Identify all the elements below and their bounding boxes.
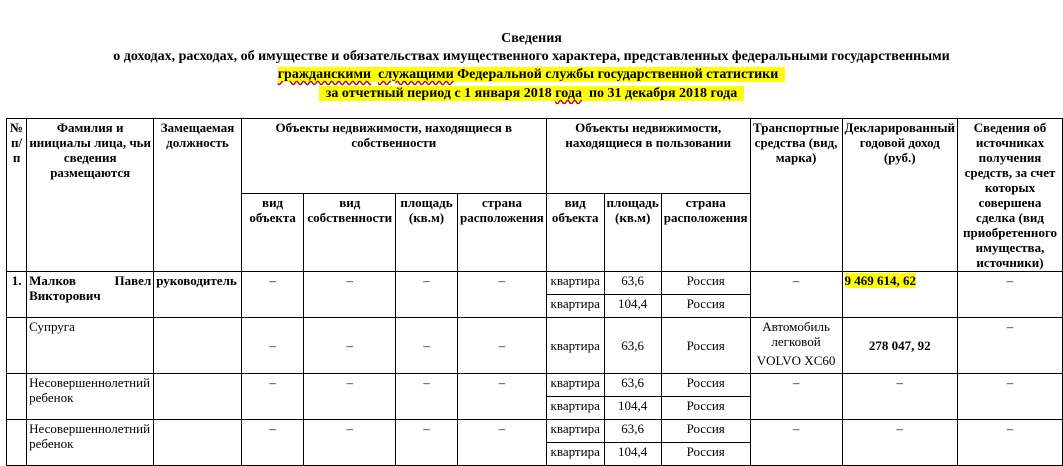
row-income: 278 047, 92	[842, 318, 957, 374]
row-owned-kind: –	[304, 318, 396, 374]
row-used-type: квартира	[546, 420, 604, 443]
row-num	[7, 318, 27, 374]
header-num: № п/п	[7, 119, 27, 272]
row-owned-kind: –	[304, 272, 396, 318]
row-used-country: Россия	[661, 318, 750, 374]
row-owned-country: –	[458, 420, 547, 466]
header-owned-country: страна расположения	[458, 194, 547, 272]
row-owned-kind: –	[304, 420, 396, 466]
row-transport-model: VOLVO XC60	[756, 353, 836, 368]
subtitle-word: гражданскими	[277, 67, 372, 82]
header-owned: Объекты недвижимости, находящиеся в собственности	[241, 119, 546, 194]
doc-period	[0, 85, 1063, 103]
row-used-type: квартира	[546, 272, 604, 295]
table-row	[7, 272, 1063, 295]
row-sources: –	[957, 420, 1062, 466]
row-used-type: квартира	[546, 397, 604, 420]
row-owned-type: –	[241, 374, 304, 420]
row-num: 1.	[7, 272, 27, 318]
row-used-area: 63,6	[604, 272, 661, 295]
header-used: Объекты недвижимости, находящиеся в пользовании	[546, 119, 750, 194]
row-used-country: Россия	[661, 397, 750, 420]
doc-subtitle: о доходах, расходах, об имуществе и обязательствах имущественного характера, представленных федеральными государственными	[113, 49, 950, 64]
row-used-area: 63,6	[604, 374, 661, 397]
header-sources: Сведения об источниках получения средств, за счет которых совершена сделка (вид приобретенного имущества, источники)	[957, 119, 1062, 272]
row-used-type: квартира	[546, 318, 604, 374]
row-owned-kind: –	[304, 374, 396, 420]
header-used-type: вид объекта	[546, 194, 604, 272]
row-used-area: 63,6	[604, 420, 661, 443]
row-sources: –	[957, 374, 1062, 420]
row-owned-type: –	[241, 318, 304, 374]
row-transport: –	[750, 374, 842, 420]
header-name: Фамилия и инициалы лица, чьи сведения размещаются	[27, 119, 154, 272]
row-transport-kind: Автомобиль легковой	[762, 319, 830, 349]
row-transport	[750, 318, 842, 374]
table-row	[7, 374, 1063, 397]
income-table	[6, 118, 1063, 466]
row-used-country: Россия	[661, 295, 750, 318]
row-used-area: 104,4	[604, 397, 661, 420]
row-sources: –	[957, 272, 1062, 318]
row-used-country: Россия	[661, 272, 750, 295]
doc-subtitle-line3	[0, 66, 1063, 84]
period-word: года	[555, 86, 582, 101]
period-text-end: по 31 декабря 2018 года	[588, 86, 738, 101]
row-owned-country: –	[458, 318, 547, 374]
row-used-area: 104,4	[604, 443, 661, 466]
row-transport: –	[750, 420, 842, 466]
row-owned-area: –	[395, 374, 457, 420]
header-owned-area: площадь (кв.м)	[395, 194, 457, 272]
row-income: 9 469 614, 62	[844, 273, 917, 288]
row-name: Несовершеннолетний ребенок	[27, 420, 154, 466]
row-transport: –	[750, 272, 842, 318]
row-num	[7, 420, 27, 466]
row-income: –	[842, 420, 957, 466]
header-used-country: страна расположения	[661, 194, 750, 272]
row-name: Супруга	[27, 318, 154, 374]
row-used-country: Россия	[661, 443, 750, 466]
row-used-area: 63,6	[604, 318, 661, 374]
period-text: за отчетный период с 1 января 2018	[325, 86, 552, 101]
row-income: –	[842, 374, 957, 420]
header-income: Декларированный годовой доход (руб.)	[842, 119, 957, 272]
row-owned-country: –	[458, 272, 547, 318]
header-owned-type: вид объекта	[241, 194, 304, 272]
header-owned-kind: вид собственности	[304, 194, 396, 272]
subtitle-text: Федеральной службы государственной статистики	[457, 67, 779, 82]
row-position	[154, 420, 241, 466]
row-owned-country: –	[458, 374, 547, 420]
header-used-area: площадь (кв.м)	[604, 194, 661, 272]
subtitle-word: служащими	[378, 67, 454, 82]
doc-title: Сведения	[501, 31, 562, 46]
row-owned-area: –	[395, 272, 457, 318]
row-used-type: квартира	[546, 374, 604, 397]
row-owned-area: –	[395, 420, 457, 466]
row-used-country: Россия	[661, 420, 750, 443]
row-sources: –	[957, 318, 1062, 374]
table-row	[7, 420, 1063, 443]
row-position	[154, 318, 241, 374]
header-position: Замещаемая должность	[154, 119, 241, 272]
row-used-area: 104,4	[604, 295, 661, 318]
row-used-type: квартира	[546, 295, 604, 318]
row-name: Несовершеннолетний ребенок	[27, 374, 154, 420]
row-used-type: квартира	[546, 443, 604, 466]
row-owned-type: –	[241, 420, 304, 466]
row-num	[7, 374, 27, 420]
row-used-country: Россия	[661, 374, 750, 397]
table-row	[7, 318, 1063, 374]
row-position	[154, 374, 241, 420]
row-owned-type: –	[241, 272, 304, 318]
row-owned-area: –	[395, 318, 457, 374]
row-position: руководитель	[154, 272, 241, 318]
header-transport: Транспортные средства (вид, марка)	[750, 119, 842, 272]
row-name: Малков Павел Викторович	[27, 272, 154, 318]
